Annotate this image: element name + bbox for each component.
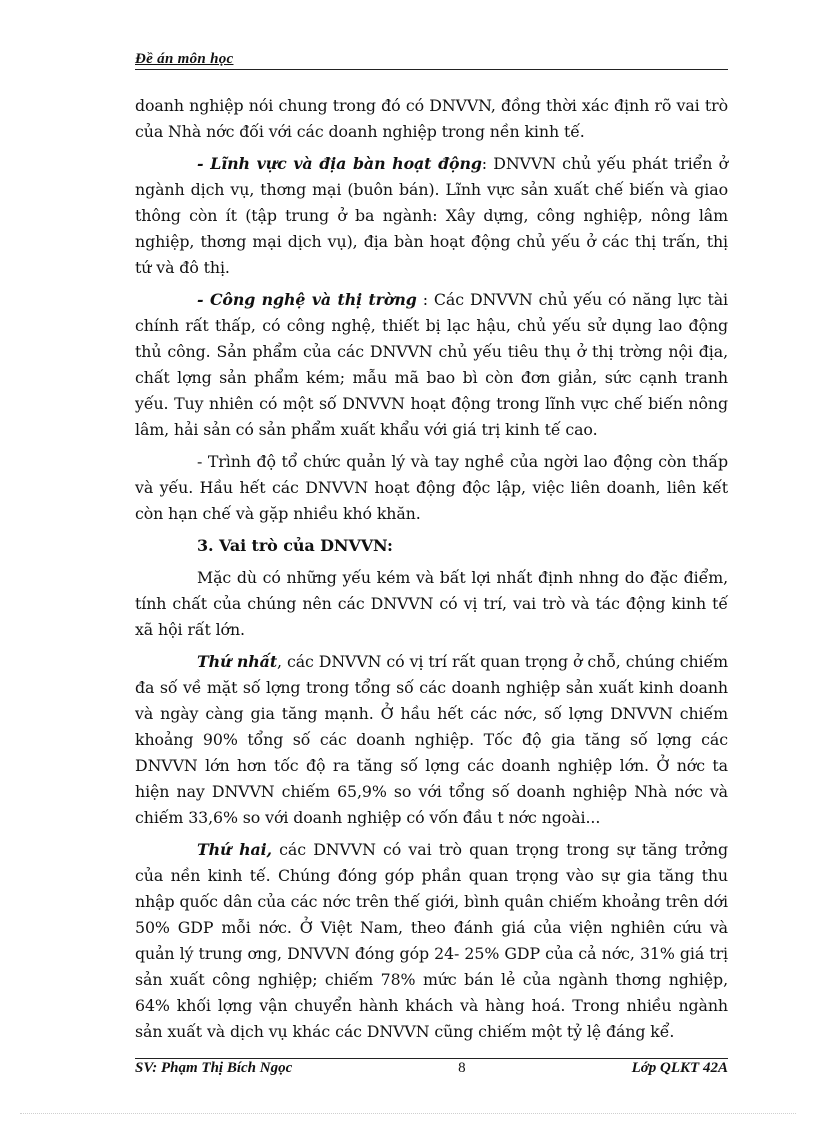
page-footer xyxy=(135,1058,728,1077)
first-role-label: Thứ nhất xyxy=(197,652,278,671)
page-edge-divider xyxy=(20,1113,796,1114)
section-heading-role: 3. Vai trò của DNVVN: xyxy=(197,536,393,555)
footer-author: SV: Phạm Thị Bích Ngọc xyxy=(135,1060,293,1076)
paragraph-management: - Trình độ tổ chức quản lý và tay nghề của ngời lao động còn thấp và yếu. Hầu hết các DNVVN hoạt động độc lập, việc liên doanh, liên kết còn hạn chế và gặp nhiều khó khăn. xyxy=(135,452,728,523)
paragraph-role-intro: Mặc dù có những yếu kém và bất lợi nhất định nhng do đặc điểm, tính chất của chúng nên các DNVVN có vị trí, vai trò và tác động kinh tế xã hội rất lớn. xyxy=(135,568,728,639)
page-number: 8 xyxy=(458,1060,466,1076)
technology-market-label: - Công nghệ và thị trờng xyxy=(197,290,417,309)
page-header xyxy=(135,48,728,70)
document-body xyxy=(135,93,728,1051)
paragraph-technology-market: - Công nghệ và thị trờng : Các DNVVN chủ yếu có năng lực tài chính rất thấp, có công nghệ, thiết bị lạc hậu, chủ yếu sử dụng lao động thủ công. Sản phẩm của các DNVVN chủ yếu tiêu thụ ở thị trờng nội địa, chất lợng sản phẩm kém; mẫu mã bao bì còn đơn giản, sức cạnh tranh yếu. Tuy nhiên có một số DNVVN hoạt động trong lĩnh vực chế biến nông lâm, hải sản có sản phẩm xuất khẩu với giá trị kinh tế cao. xyxy=(135,290,728,439)
header-title: Đề án môn học xyxy=(135,51,234,67)
paragraph-first-role: Thứ nhất, các DNVVN có vị trí rất quan trọng ở chỗ, chúng chiếm đa số về mặt số lợng trong tổng số các doanh nghiệp sản xuất kinh doanh và ngày càng gia tăng mạnh. Ở hầu hết các nớc, số lợng DNVVN chiếm khoảng 90% tổng số các doanh nghiệp. Tốc độ gia tăng số lợng các DNVVN lớn hơn tốc độ ra tăng số lợng các doanh nghiệp lớn. Ở nớc ta hiện nay DNVVN chiếm 65,9% so với tổng số doanh nghiệp Nhà nớc và chiếm 33,6% so với doanh nghiệp có vốn đầu t nớc ngoài... xyxy=(135,652,728,827)
footer-class: Lớp QLKT 42A xyxy=(631,1060,728,1076)
paragraph-second-role: Thứ hai, các DNVVN có vai trò quan trọng trong sự tăng trởng của nền kinh tế. Chúng đóng góp phần quan trọng vào sự gia tăng thu nhập quốc dân của các nớc trên thế giới, bình quân chiếm khoảng trên dới 50% GDP mỗi nớc. Ở Việt Nam, theo đánh giá của viện nghiên cứu và quản lý trung ơng, DNVVN đóng góp 24- 25% GDP của cả nớc, 31% giá trị sản xuất công nghiệp; chiếm 78% mức bán lẻ của ngành thơng nghiệp, 64% khối lợng vận chuyển hành khách và hàng hoá. Trong nhiều ngành sản xuất và dịch vụ khác các DNVVN cũng chiếm một tỷ lệ đáng kể. xyxy=(135,840,728,1041)
second-role-label: Thứ hai, xyxy=(197,840,272,859)
paragraph-intro: doanh nghiệp nói chung trong đó có DNVVN, đồng thời xác định rõ vai trò của Nhà nớc đối với các doanh nghiệp trong nền kinh tế. xyxy=(135,96,728,141)
paragraph-field-area: - Lĩnh vực và địa bàn hoạt động: DNVVN chủ yếu phát triển ở ngành dịch vụ, thơng mại (buôn bán). Lĩnh vực sản xuất chế biến và giao thông còn ít (tập trung ở ba ngành: Xây dựng, công nghiệp, nông lâm nghiệp, thơng mại dịch vụ), địa bàn hoạt động chủ yếu ở các thị trấn, thị tứ và đô thị. xyxy=(135,154,728,277)
field-area-label: - Lĩnh vực và địa bàn hoạt động xyxy=(197,154,482,173)
